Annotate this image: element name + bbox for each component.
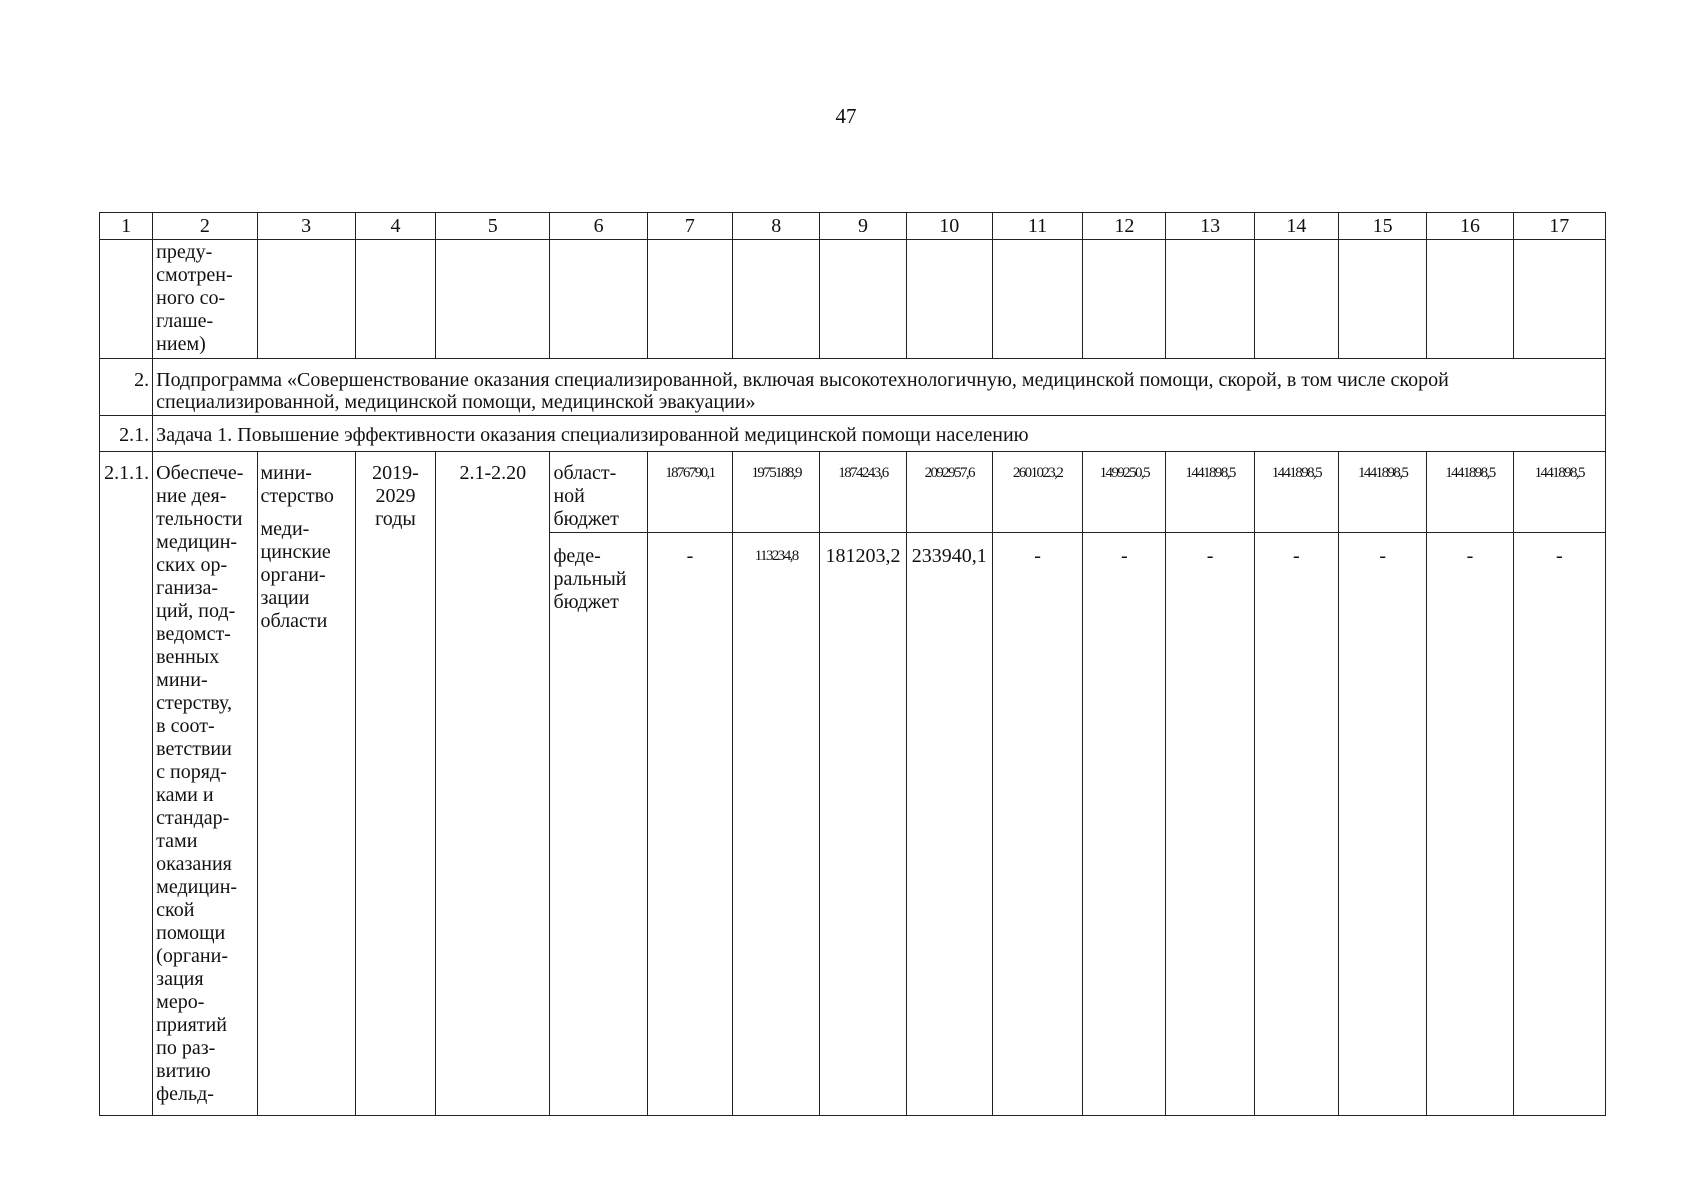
continued-description: преду- смотрен- ного со- глаше- нием) [153, 240, 257, 359]
federal-value: 181203,2 [820, 533, 906, 1116]
section-row [100, 359, 1606, 416]
item-number: 2.1.1. [100, 452, 153, 1116]
executor-organizations: меди- цинские органи- зации области [260, 518, 331, 632]
funding-source-regional: област- ной бюджет [550, 452, 647, 533]
continuation-row [100, 240, 1606, 359]
col-header: 17 [1513, 213, 1605, 240]
executor-ministry: мини- стерство [260, 462, 334, 507]
regional-value: 1441898,5 [1339, 452, 1427, 533]
federal-value: - [1166, 533, 1254, 1116]
regional-value: 1441898,5 [1254, 452, 1338, 533]
regional-value: 2601023,2 [992, 452, 1082, 533]
task-number: 2.1. [100, 416, 153, 452]
column-number-row [100, 213, 1606, 240]
regional-value: 1876790,1 [647, 452, 732, 533]
regional-value: 2092957,6 [906, 452, 992, 533]
col-header: 11 [992, 213, 1082, 240]
col-header: 5 [436, 213, 550, 240]
item-row-regional [100, 452, 1606, 533]
federal-value: - [992, 533, 1082, 1116]
item-indicators: 2.1-2.20 [436, 452, 550, 1116]
col-header: 3 [257, 213, 355, 240]
federal-value: - [1427, 533, 1513, 1116]
program-table [99, 212, 1606, 1116]
col-header: 13 [1166, 213, 1254, 240]
item-description: Обеспече- ние дея- тельности медицин- ских ор- ганиза- ций, под- ведомст- венных мини- стерству, в соот- ветствии с поряд- ками и стандар- тами оказания медицин- ской помощи (органи- зация меро- приятий по раз- витию фельд- [153, 452, 257, 1116]
section-number: 2. [100, 359, 153, 416]
col-header: 10 [906, 213, 992, 240]
federal-value: - [1083, 533, 1166, 1116]
col-header: 6 [550, 213, 647, 240]
section-title: Подпрограмма «Совершенствование оказания специализированной, включая высокотехнологичную, медицинской помощи, скорой, в том числе скорой специализированной, медицинской помощи, медицинской эвакуации» [153, 359, 1606, 416]
regional-value: 1441898,5 [1513, 452, 1605, 533]
funding-source-federal: феде- ральный бюджет [550, 533, 647, 1116]
federal-value: 233940,1 [906, 533, 992, 1116]
regional-value: 1499250,5 [1083, 452, 1166, 533]
col-header: 14 [1254, 213, 1338, 240]
regional-value: 1874243,6 [820, 452, 906, 533]
col-header: 1 [100, 213, 153, 240]
col-header: 12 [1083, 213, 1166, 240]
federal-value: - [647, 533, 732, 1116]
item-period: 2019- 2029 годы [355, 452, 435, 1116]
col-header: 15 [1339, 213, 1427, 240]
federal-value: - [1254, 533, 1338, 1116]
col-header: 2 [153, 213, 257, 240]
col-header: 9 [820, 213, 906, 240]
col-header: 8 [733, 213, 820, 240]
task-row [100, 416, 1606, 452]
regional-value: 1441898,5 [1427, 452, 1513, 533]
col-header: 7 [647, 213, 732, 240]
item-executor [257, 452, 355, 1116]
regional-value: 1975188,9 [733, 452, 820, 533]
col-header: 4 [355, 213, 435, 240]
regional-value: 1441898,5 [1166, 452, 1254, 533]
page-number: 47 [835, 104, 857, 128]
federal-value: 113234,8 [733, 533, 820, 1116]
federal-value: - [1339, 533, 1427, 1116]
task-title: Задача 1. Повышение эффективности оказания специализированной медицинской помощи населению [153, 416, 1606, 452]
col-header: 16 [1427, 213, 1513, 240]
federal-value: - [1513, 533, 1605, 1116]
